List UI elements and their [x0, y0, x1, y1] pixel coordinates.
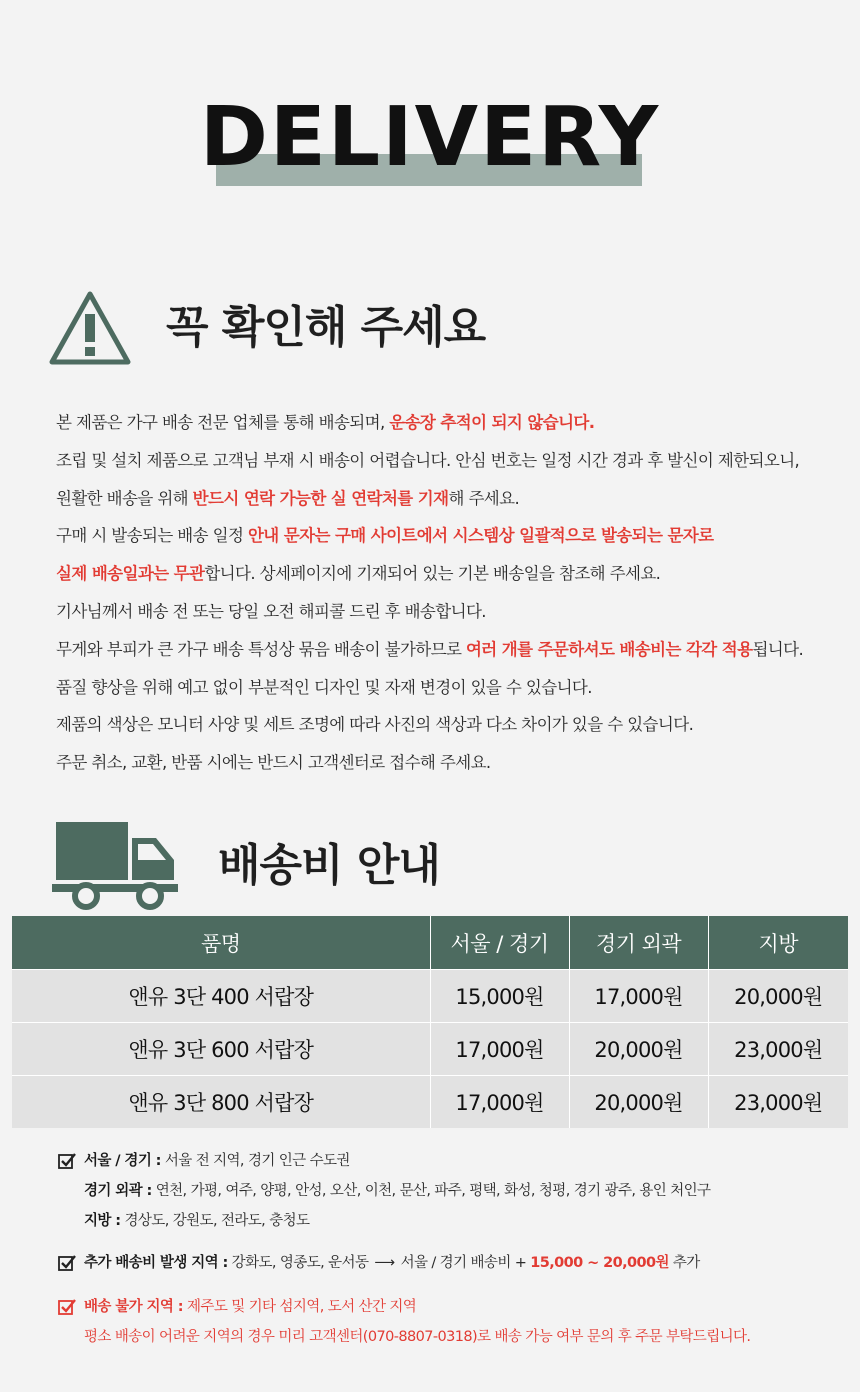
note-extra-fee	[58, 1248, 848, 1278]
fee-heading: 배송비 안내	[218, 840, 440, 891]
column-header-gyeonggi-outskirts: 경기 외곽	[569, 916, 708, 970]
notice-item	[56, 631, 846, 669]
notice-item	[56, 706, 846, 744]
price-cell: 20,000원	[708, 970, 848, 1023]
checkbox-checked-icon	[58, 1254, 76, 1272]
price-cell: 20,000원	[569, 1076, 708, 1129]
extra-fee-amount: 15,000 ~ 20,000원	[530, 1255, 669, 1271]
note-label: 경기 외곽 :	[84, 1183, 152, 1199]
notice-text: 품질 향상을 위해 예고 없이 부분적인 디자인 및 자재 변경이 있을 수 있습니다.	[56, 677, 592, 697]
price-cell: 20,000원	[569, 1023, 708, 1076]
notice-item	[56, 442, 846, 480]
notice-highlight: 운송장 추적이 되지 않습니다.	[389, 413, 595, 432]
notice-item	[56, 517, 846, 555]
notice-text: 조립 및 설치 제품으로 고객님 부재 시 배송이 어렵습니다. 안심 번호는 일정 시간 경과 후 발신이 제한되오니,	[56, 450, 800, 470]
price-cell: 17,000원	[430, 1076, 569, 1129]
notice-highlight: 실제 배송일과는 무관	[56, 564, 205, 584]
column-header-product: 품명	[12, 916, 430, 970]
note-line	[84, 1176, 848, 1206]
notice-list	[56, 404, 846, 782]
note-undeliverable	[58, 1292, 848, 1352]
notice-heading: 꼭 확인해 주세요	[166, 302, 486, 353]
notice-text: 원활한 배송을 위해	[56, 488, 193, 508]
price-cell: 23,000원	[708, 1023, 848, 1076]
note-line	[84, 1248, 848, 1278]
note-line	[84, 1206, 848, 1236]
notice-item	[56, 593, 846, 631]
price-cell: 17,000원	[430, 1023, 569, 1076]
note-region-definitions	[58, 1146, 848, 1236]
note-line	[84, 1292, 848, 1322]
notice-text: 구매 시 발송되는 배송 일정	[56, 526, 248, 546]
note-text: 경상도, 강원도, 전라도, 충청도	[120, 1213, 310, 1229]
column-header-provinces: 지방	[708, 916, 848, 970]
arrow-right-icon: ⟶	[374, 1255, 395, 1271]
note-text: 추가	[668, 1255, 700, 1271]
shipping-notes	[58, 1146, 848, 1352]
note-text: 제주도 및 기타 섬지역, 도서 산간 지역	[183, 1299, 417, 1315]
note-label: 서울 / 경기 :	[84, 1153, 161, 1169]
notice-text: 본 제품은 가구 배송 전문 업체를 통해 배송되며,	[56, 413, 390, 432]
page-title: DELIVERY	[199, 90, 661, 185]
notice-item	[56, 555, 846, 593]
notice-text: 무게와 부피가 큰 가구 배송 특성상 묶음 배송이 불가하므로	[56, 639, 466, 659]
product-name-cell: 앤유 3단 400 서랍장	[12, 970, 430, 1023]
notice-highlight: 반드시 연락 가능한 실 연락처를 기재	[192, 488, 449, 508]
table-row	[12, 1076, 848, 1129]
note-label: 추가 배송비 발생 지역 :	[84, 1255, 228, 1271]
fee-table	[12, 916, 848, 1128]
notice-item	[56, 404, 846, 442]
notice-highlight: 안내 문자는 구매 사이트에서 시스템상 일괄적으로 발송되는 문자로	[247, 526, 714, 546]
note-text: 서울 전 지역, 경기 인근 수도권	[160, 1153, 350, 1169]
product-name-cell: 앤유 3단 600 서랍장	[12, 1023, 430, 1076]
notice-text: 제품의 색상은 모니터 사양 및 세트 조명에 따라 사진의 색상과 다소 차이가 있을 수 있습니다.	[56, 715, 694, 735]
note-text: 연천, 가평, 여주, 양평, 안성, 오산, 이천, 문산, 파주, 평택, 화성, 청평, 경기 광주, 용인 처인구	[151, 1183, 711, 1199]
note-text: 강화도, 영종도, 운서동	[227, 1255, 369, 1271]
note-line	[84, 1146, 848, 1176]
table-row	[12, 970, 848, 1023]
checkbox-checked-icon	[58, 1152, 76, 1170]
product-name-cell: 앤유 3단 800 서랍장	[12, 1076, 430, 1129]
column-header-seoul-gyeonggi: 서울 / 경기	[430, 916, 569, 970]
notice-item	[56, 480, 846, 518]
notice-highlight: 여러 개를 주문하셔도 배송비는 각각 적용	[465, 639, 753, 659]
notice-item	[56, 744, 846, 782]
checkbox-checked-icon	[58, 1298, 76, 1316]
price-cell: 17,000원	[569, 970, 708, 1023]
table-header-row	[12, 916, 848, 970]
note-line: 평소 배송이 어려운 지역의 경우 미리 고객센터(070-8807-0318)로 배송 가능 여부 문의 후 주문 부탁드립니다.	[84, 1329, 751, 1345]
notice-text: 합니다. 상세페이지에 기재되어 있는 기본 배송일을 참조해 주세요.	[204, 564, 661, 584]
note-label: 지방 :	[84, 1213, 121, 1229]
notice-text: 주문 취소, 교환, 반품 시에는 반드시 고객센터로 접수해 주세요.	[56, 753, 491, 773]
warning-triangle-icon	[48, 290, 132, 366]
notice-text: 됩니다.	[752, 639, 804, 659]
notice-item	[56, 669, 846, 707]
notice-text: 해 주세요.	[448, 488, 520, 508]
price-cell: 15,000원	[430, 970, 569, 1023]
note-text: 서울 / 경기 배송비 +	[400, 1255, 531, 1271]
delivery-header	[0, 88, 860, 198]
notice-text: 기사님께서 배송 전 또는 당일 오전 해피콜 드린 후 배송합니다.	[56, 601, 486, 621]
price-cell: 23,000원	[708, 1076, 848, 1129]
table-row	[12, 1023, 848, 1076]
truck-icon	[50, 820, 182, 910]
note-label: 배송 불가 지역 :	[84, 1299, 183, 1315]
